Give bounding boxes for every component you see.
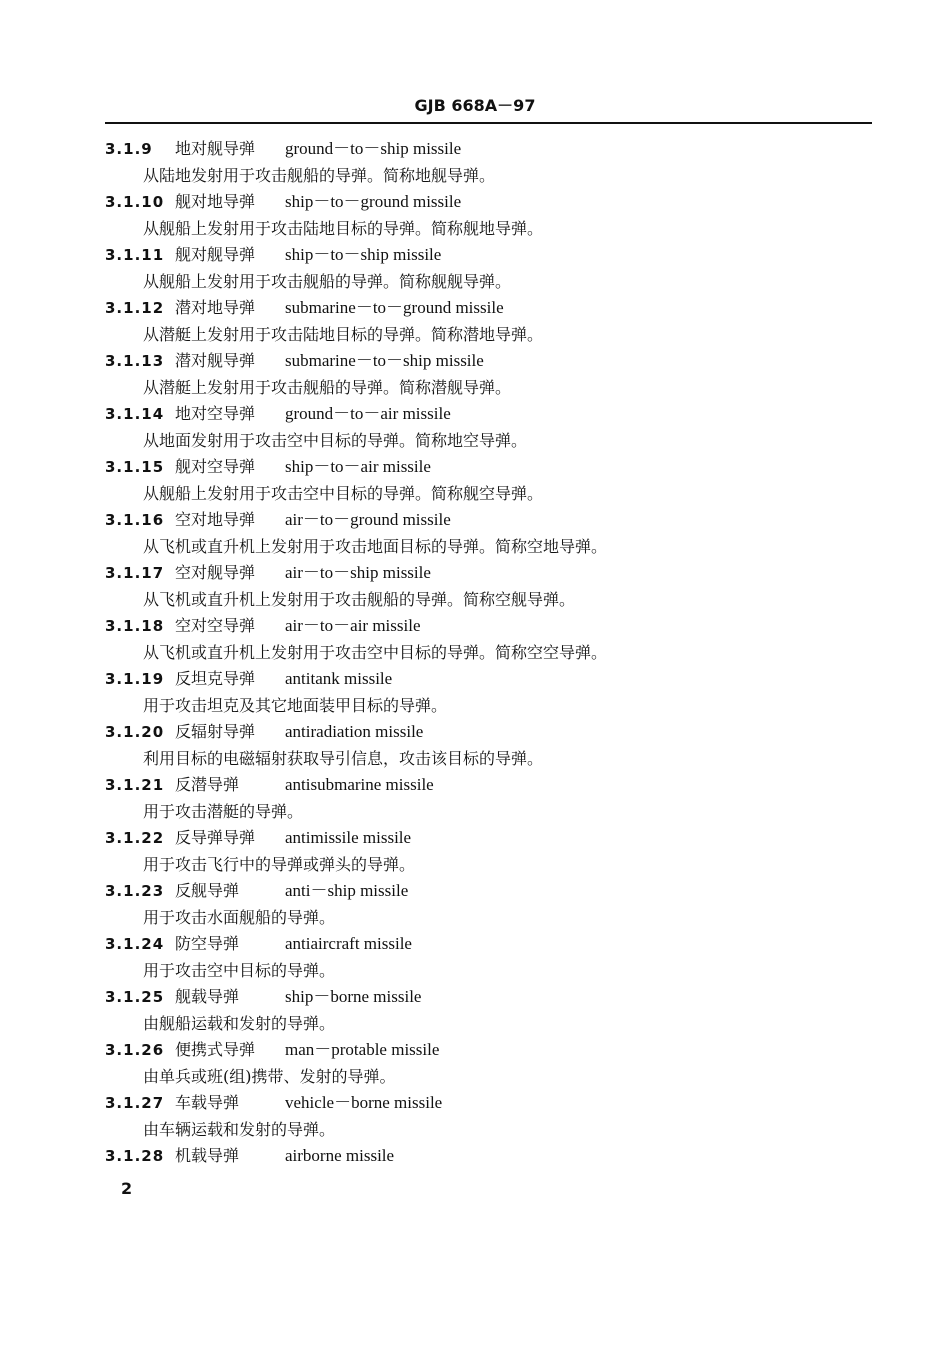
term-english: ship－borne missile [285,987,422,1006]
term-entry [105,507,885,560]
term-number: 3.1.26 [105,1041,165,1059]
term-english: antimissile missile [285,828,412,847]
term-english: airborne missile [285,1146,395,1165]
term-definition: 由车辆运载和发射的导弹。 [143,1120,336,1139]
term-heading [105,295,885,321]
term-heading [105,242,885,268]
term-entry [105,348,885,401]
term-chinese: 反导弹导弹 [175,828,256,847]
term-entry [105,189,885,242]
term-entry [105,825,885,878]
term-definition: 用于攻击空中目标的导弹。 [143,961,336,980]
term-definition: 从舰船上发射用于攻击空中目标的导弹。简称舰空导弹。 [143,484,544,503]
term-definition: 由单兵或班(组)携带、发射的导弹。 [143,1067,396,1086]
term-definition: 用于攻击飞行中的导弹或弹头的导弹。 [143,855,416,874]
term-entry [105,1037,885,1090]
term-entry [105,136,885,189]
term-entry [105,931,885,984]
term-number: 3.1.17 [105,564,165,582]
term-chinese: 地对舰导弹 [175,139,256,158]
term-definition: 从地面发射用于攻击空中目标的导弹。简称地空导弹。 [143,431,528,450]
term-number: 3.1.20 [105,723,165,741]
term-chinese: 地对空导弹 [175,404,256,423]
term-english: ship－to－ground missile [285,192,462,211]
term-number: 3.1.18 [105,617,165,635]
term-english: submarine－to－ship missile [285,351,484,370]
term-heading [105,1143,885,1169]
term-chinese: 反辐射导弹 [175,722,256,741]
term-definition: 用于攻击潜艇的导弹。 [143,802,304,821]
term-number: 3.1.24 [105,935,165,953]
term-heading [105,613,885,639]
term-heading [105,666,885,692]
document-code-header: GJB 668A－97 [414,96,536,115]
term-chinese: 舰对空导弹 [175,457,256,476]
term-entry [105,1143,885,1169]
term-chinese: 反舰导弹 [175,881,240,900]
term-heading [105,772,885,798]
term-number: 3.1.25 [105,988,165,1006]
term-heading [105,1090,885,1116]
term-number: 3.1.19 [105,670,165,688]
term-english: man－protable missile [285,1040,440,1059]
term-chinese: 空对舰导弹 [175,563,256,582]
term-chinese: 潜对地导弹 [175,298,256,317]
term-number: 3.1.10 [105,193,165,211]
term-entry [105,984,885,1037]
header-rule [105,122,872,124]
term-definition: 由舰船运载和发射的导弹。 [143,1014,336,1033]
term-english: anti－ship missile [285,881,409,900]
term-entry [105,719,885,772]
term-definition: 从舰船上发射用于攻击舰船的导弹。简称舰舰导弹。 [143,272,512,291]
term-english: ground－to－air missile [285,404,451,423]
term-heading [105,401,885,427]
term-heading [105,189,885,215]
term-chinese: 空对地导弹 [175,510,256,529]
term-entry [105,295,885,348]
term-heading [105,878,885,904]
term-heading [105,348,885,374]
term-english: antisubmarine missile [285,775,434,794]
term-definition: 用于攻击坦克及其它地面装甲目标的导弹。 [143,696,448,715]
term-definition: 从陆地发射用于攻击舰船的导弹。简称地舰导弹。 [143,166,496,185]
term-chinese: 机载导弹 [175,1146,240,1165]
term-english: ground－to－ship missile [285,139,462,158]
term-entry [105,1090,885,1143]
term-entry [105,242,885,295]
term-number: 3.1.28 [105,1147,165,1165]
term-definition: 从潜艇上发射用于攻击陆地目标的导弹。简称潜地导弹。 [143,325,544,344]
term-entry [105,613,885,666]
term-english: vehicle－borne missile [285,1093,443,1112]
term-english: air－to－air missile [285,616,421,635]
term-chinese: 反潜导弹 [175,775,240,794]
term-heading [105,719,885,745]
term-chinese: 舰对地导弹 [175,192,256,211]
term-definition: 从飞机或直升机上发射用于攻击空中目标的导弹。简称空空导弹。 [143,643,608,662]
term-heading [105,136,885,162]
term-english: air－to－ship missile [285,563,431,582]
term-heading [105,825,885,851]
term-number: 3.1.13 [105,352,165,370]
term-number: 3.1.22 [105,829,165,847]
term-heading [105,931,885,957]
term-entry [105,454,885,507]
term-english: antitank missile [285,669,393,688]
term-heading [105,984,885,1010]
term-english: antiradiation missile [285,722,424,741]
term-heading [105,560,885,586]
term-entry [105,401,885,454]
term-english: ship－to－air missile [285,457,431,476]
term-chinese: 防空导弹 [175,934,240,953]
term-chinese: 反坦克导弹 [175,669,256,688]
term-number: 3.1.21 [105,776,165,794]
term-definition: 从潜艇上发射用于攻击舰船的导弹。简称潜舰导弹。 [143,378,512,397]
term-definition: 从飞机或直升机上发射用于攻击地面目标的导弹。简称空地导弹。 [143,537,608,556]
term-number: 3.1.9 [105,140,153,158]
term-number: 3.1.16 [105,511,165,529]
term-chinese: 潜对舰导弹 [175,351,256,370]
page-number: 2 [121,1179,133,1198]
term-chinese: 舰对舰导弹 [175,245,256,264]
term-number: 3.1.11 [105,246,165,264]
term-heading [105,1037,885,1063]
term-number: 3.1.27 [105,1094,165,1112]
term-list [105,136,885,1169]
term-heading [105,454,885,480]
term-entry [105,772,885,825]
term-english: ship－to－ship missile [285,245,442,264]
term-number: 3.1.23 [105,882,165,900]
term-definition: 利用目标的电磁辐射获取导引信息，攻击该目标的导弹。 [143,749,544,768]
term-entry [105,878,885,931]
term-chinese: 空对空导弹 [175,616,256,635]
term-chinese: 舰载导弹 [175,987,240,1006]
term-definition: 从飞机或直升机上发射用于攻击舰船的导弹。简称空舰导弹。 [143,590,576,609]
term-english: antiaircraft missile [285,934,412,953]
term-chinese: 车载导弹 [175,1093,240,1112]
term-chinese: 便携式导弹 [175,1040,256,1059]
term-definition: 用于攻击水面舰船的导弹。 [143,908,336,927]
term-entry [105,560,885,613]
term-number: 3.1.12 [105,299,165,317]
term-number: 3.1.14 [105,405,165,423]
term-number: 3.1.15 [105,458,165,476]
term-entry [105,666,885,719]
term-definition: 从舰船上发射用于攻击陆地目标的导弹。简称舰地导弹。 [143,219,544,238]
term-english: submarine－to－ground missile [285,298,504,317]
term-english: air－to－ground missile [285,510,451,529]
term-heading [105,507,885,533]
